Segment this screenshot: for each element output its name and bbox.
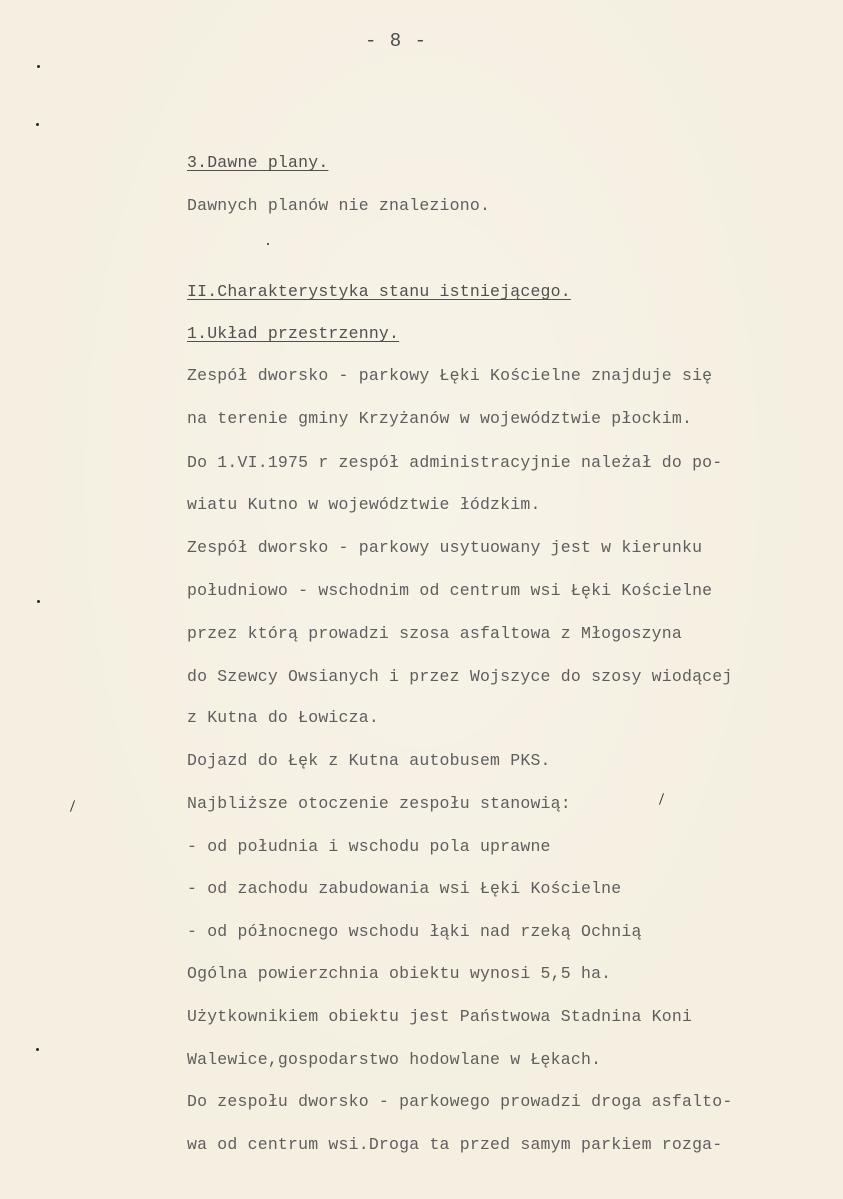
chapter-heading-current-state: II.Charakterystyka stanu istniejącego. [187,282,571,301]
stray-speck [267,243,269,245]
body-line: Najbliższe otoczenie zespołu stanowią: [187,794,571,813]
list-item: - od zachodu zabudowania wsi Łęki Kościelne [187,879,622,898]
body-line: Do zespołu dworsko - parkowego prowadzi droga asfalto- [187,1092,733,1111]
margin-speck [36,123,39,126]
margin-speck [37,600,40,603]
body-line: Ogólna powierzchnia obiektu wynosi 5,5 ha. [187,964,612,983]
body-line: Zespół dworsko - parkowy Łęki Kościelne znajduje się [187,366,713,385]
body-line: Do 1.VI.1975 r zespół administracyjnie należał do po- [187,453,723,472]
page-number: - 8 - [365,30,428,52]
body-line: Walewice,gospodarstwo hodowlane w Łękach. [187,1050,602,1069]
body-line: przez którą prowadzi szosa asfaltowa z Młogoszyna [187,624,682,643]
list-item: - od południa i wschodu pola uprawne [187,837,551,856]
body-line: z Kutna do Łowicza. [187,708,379,727]
list-item: - od północnego wschodu łąki nad rzeką Ochnią [187,922,642,941]
section-heading-spatial-layout: 1.Układ przestrzenny. [187,324,400,343]
body-line: południowo - wschodnim od centrum wsi Łęki Kościelne [187,581,713,600]
margin-tick [70,800,75,812]
body-line: Dojazd do Łęk z Kutna autobusem PKS. [187,751,551,770]
body-line: wa od centrum wsi.Droga ta przed samym parkiem rozga- [187,1135,723,1154]
body-line: Dawnych planów nie znaleziono. [187,196,491,215]
body-line: wiatu Kutno w województwie łódzkim. [187,495,541,514]
margin-speck [37,65,40,68]
body-line: Zespół dworsko - parkowy usytuowany jest w kierunku [187,538,703,557]
body-line: Użytkownikiem obiektu jest Państwowa Stadnina Koni [187,1007,693,1026]
margin-speck [36,1048,39,1051]
body-line: do Szewcy Owsianych i przez Wojszyce do szosy wiodącej [187,667,733,686]
section-heading-old-plans: 3.Dawne plany. [187,153,329,172]
margin-tick [659,793,664,805]
body-line: na terenie gminy Krzyżanów w województwie płockim. [187,409,693,428]
